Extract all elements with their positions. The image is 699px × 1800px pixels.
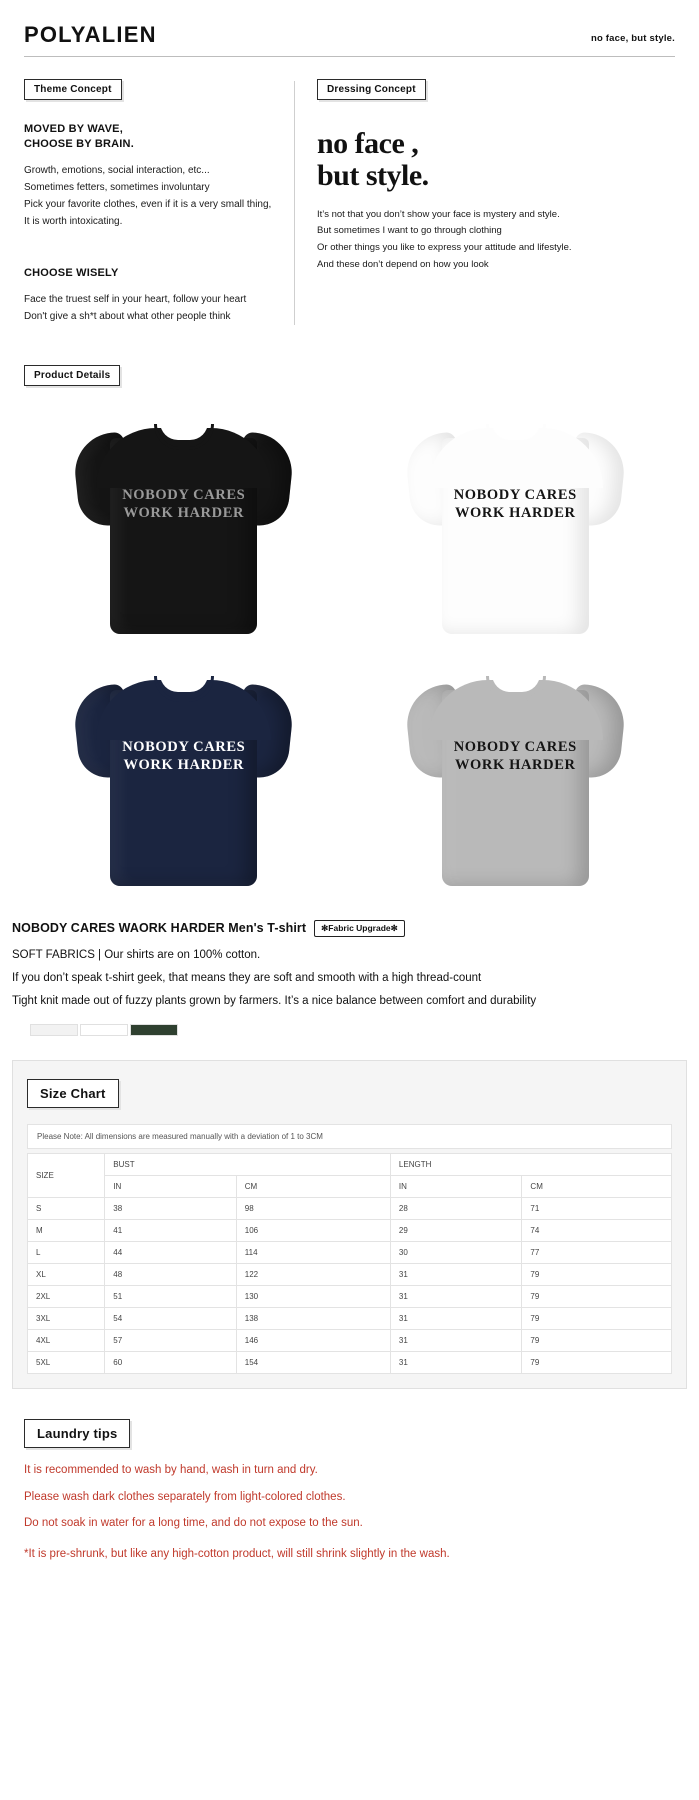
footer-spacer xyxy=(0,1572,699,1632)
product-image-white-tee[interactable] xyxy=(350,400,682,652)
laundry-line-2: Do not soak in water for a long time, and do not expose to the sun. xyxy=(24,1516,363,1529)
product-image-grid xyxy=(18,400,681,904)
length-in-cell: 28 xyxy=(390,1198,522,1220)
dressing-line-2: Or other things you like to express your attitude and lifestyle. xyxy=(317,242,572,254)
fabric-upgrade-badge: ✻Fabric Upgrade✻ xyxy=(314,920,405,937)
theme-concept-tag: Theme Concept xyxy=(24,79,122,100)
navy-tee xyxy=(76,664,291,892)
header-length-cm: CM xyxy=(522,1176,672,1198)
tee-print-line-2: WORK HARDER xyxy=(123,504,245,521)
brand-tagline: no face, but style. xyxy=(590,33,675,44)
dressing-headline-line-2: but style. xyxy=(317,159,429,193)
length-cm-cell: 77 xyxy=(522,1242,672,1264)
length-cm-cell: 79 xyxy=(522,1308,672,1330)
white-tee xyxy=(408,412,623,640)
length-in-cell: 29 xyxy=(390,1220,522,1242)
length-cm-cell: 79 xyxy=(522,1286,672,1308)
tee-print-line-1: NOBODY CARES xyxy=(122,738,246,755)
theme-concept-column xyxy=(24,79,294,325)
tee-print-text xyxy=(408,738,623,774)
header-size: SIZE xyxy=(28,1154,105,1198)
bust-in-cell: 60 xyxy=(105,1352,237,1374)
black-tee xyxy=(76,412,291,640)
laundry-tips-tag: Laundry tips xyxy=(24,1419,130,1448)
theme-line-3: It is worth intoxicating. xyxy=(24,215,123,227)
size-chart-note: Please Note: All dimensions are measured manually with a deviation of 1 to 3CM xyxy=(27,1124,672,1149)
dressing-concept-headline xyxy=(317,128,675,193)
dressing-concept-tag: Dressing Concept xyxy=(317,79,426,100)
description-line-2: Tight knit made out of fuzzy plants grown by farmers. It’s a nice balance between comfort and durability xyxy=(12,995,537,1008)
size-chart-panel xyxy=(12,1060,687,1389)
bust-cm-cell: 130 xyxy=(236,1286,390,1308)
bust-cm-cell: 138 xyxy=(236,1308,390,1330)
bust-in-cell: 51 xyxy=(105,1286,237,1308)
size-chart-tag: Size Chart xyxy=(27,1079,119,1108)
length-cm-cell: 79 xyxy=(522,1330,672,1352)
tee-print-line-1: NOBODY CARES xyxy=(122,486,246,503)
tee-print-line-2: WORK HARDER xyxy=(454,504,576,521)
bust-in-cell: 48 xyxy=(105,1264,237,1286)
length-cm-cell: 79 xyxy=(522,1352,672,1374)
bust-in-cell: 44 xyxy=(105,1242,237,1264)
bust-cm-cell: 114 xyxy=(236,1242,390,1264)
product-description xyxy=(12,920,687,1037)
bust-in-cell: 57 xyxy=(105,1330,237,1352)
page-header xyxy=(0,0,699,56)
theme-heading-line-1: MOVED BY WAVE, xyxy=(24,123,123,135)
size-cell: 4XL xyxy=(28,1330,105,1352)
tee-print-line-1: NOBODY CARES xyxy=(453,486,577,503)
product-details-tag-wrap xyxy=(24,365,699,386)
grey-tee xyxy=(408,664,623,892)
size-cell: 2XL xyxy=(28,1286,105,1308)
bust-cm-cell: 146 xyxy=(236,1330,390,1352)
length-in-cell: 31 xyxy=(390,1330,522,1352)
header-divider xyxy=(24,56,675,57)
theme-heading-line-2: CHOOSE BY BRAIN. xyxy=(24,137,134,150)
dressing-line-0: It’s not that you don’t show your face is mystery and style. xyxy=(317,208,560,220)
table-row xyxy=(28,1330,672,1352)
dressing-line-1: But sometimes I want to go through clothing xyxy=(317,225,502,237)
bust-in-cell: 41 xyxy=(105,1220,237,1242)
laundry-tag-wrap xyxy=(24,1419,699,1448)
table-row xyxy=(28,1308,672,1330)
table-row xyxy=(28,1198,672,1220)
concept-section xyxy=(24,79,675,325)
bust-in-cell: 54 xyxy=(105,1308,237,1330)
length-cm-cell: 74 xyxy=(522,1220,672,1242)
brand-logo: POLYALIEN xyxy=(24,22,157,47)
table-row xyxy=(28,1264,672,1286)
table-row xyxy=(28,1220,672,1242)
theme-line2-0: Face the truest self in your heart, follow your heart xyxy=(24,293,247,305)
tee-print-text xyxy=(76,738,291,774)
header-bust-in: IN xyxy=(105,1176,237,1198)
size-cell: M xyxy=(28,1220,105,1242)
tee-print-line-2: WORK HARDER xyxy=(123,756,245,773)
color-swatch-2[interactable] xyxy=(130,1024,178,1036)
theme-heading-2: CHOOSE WISELY xyxy=(24,266,119,279)
bust-cm-cell: 154 xyxy=(236,1352,390,1374)
size-cell: L xyxy=(28,1242,105,1264)
size-cell: XL xyxy=(28,1264,105,1286)
tee-print-text xyxy=(408,486,623,522)
tee-print-text xyxy=(76,486,291,522)
length-in-cell: 30 xyxy=(390,1242,522,1264)
product-image-grey-tee[interactable] xyxy=(350,652,682,904)
bust-in-cell: 38 xyxy=(105,1198,237,1220)
product-title: NOBODY CARES WAORK HARDER Men's T-shirt xyxy=(12,921,307,936)
header-length: LENGTH xyxy=(390,1154,671,1176)
description-line-1: If you don’t speak t-shirt geek, that means they are soft and smooth with a high thread-count xyxy=(12,971,482,984)
dressing-headline-line-1: no face , xyxy=(317,127,419,160)
size-cell: 5XL xyxy=(28,1352,105,1374)
size-chart-unit-header xyxy=(28,1176,672,1198)
length-in-cell: 31 xyxy=(390,1264,522,1286)
tee-print-line-2: WORK HARDER xyxy=(454,756,576,773)
bust-cm-cell: 106 xyxy=(236,1220,390,1242)
theme-line-0: Growth, emotions, social interaction, etc... xyxy=(24,164,210,176)
header-length-in: IN xyxy=(390,1176,522,1198)
theme-line-1: Sometimes fetters, sometimes involuntary xyxy=(24,181,210,193)
length-cm-cell: 79 xyxy=(522,1264,672,1286)
theme-line-2: Pick your favorite clothes, even if it is a very small thing, xyxy=(24,198,272,210)
laundry-line-1: Please wash dark clothes separately from light-colored clothes. xyxy=(24,1490,346,1503)
bust-cm-cell: 122 xyxy=(236,1264,390,1286)
table-row xyxy=(28,1242,672,1264)
table-row xyxy=(28,1352,672,1374)
tee-print-line-1: NOBODY CARES xyxy=(453,738,577,755)
length-cm-cell: 71 xyxy=(522,1198,672,1220)
theme-concept-heading xyxy=(24,122,276,152)
theme-line2-1: Don't give a sh*t about what other people think xyxy=(24,310,231,322)
table-row xyxy=(28,1286,672,1308)
length-in-cell: 31 xyxy=(390,1286,522,1308)
length-in-cell: 31 xyxy=(390,1352,522,1374)
size-chart-group-header xyxy=(28,1154,672,1176)
color-swatch-0[interactable] xyxy=(30,1024,78,1036)
dressing-line-3: And these don’t depend on how you look xyxy=(317,258,489,270)
laundry-note: *It is pre-shrunk, but like any high-cotton product, will still shrink slightly in the wash. xyxy=(24,1548,450,1561)
product-image-black-tee[interactable] xyxy=(18,400,350,652)
color-swatches xyxy=(30,1024,687,1036)
concept-vertical-divider xyxy=(294,81,295,325)
color-swatch-1[interactable] xyxy=(80,1024,128,1036)
description-line-0: SOFT FABRICS | Our shirts are on 100% cotton. xyxy=(12,948,261,961)
size-cell: 3XL xyxy=(28,1308,105,1330)
description-title-row xyxy=(12,920,687,937)
dressing-concept-column xyxy=(317,79,675,325)
product-image-navy-tee[interactable] xyxy=(18,652,350,904)
laundry-tips xyxy=(24,1462,675,1563)
product-details-tag: Product Details xyxy=(24,365,120,386)
header-bust: BUST xyxy=(105,1154,391,1176)
size-cell: S xyxy=(28,1198,105,1220)
laundry-line-0: It is recommended to wash by hand, wash in turn and dry. xyxy=(24,1464,318,1477)
header-bust-cm: CM xyxy=(236,1176,390,1198)
size-chart-table xyxy=(27,1153,672,1374)
length-in-cell: 31 xyxy=(390,1308,522,1330)
bust-cm-cell: 98 xyxy=(236,1198,390,1220)
